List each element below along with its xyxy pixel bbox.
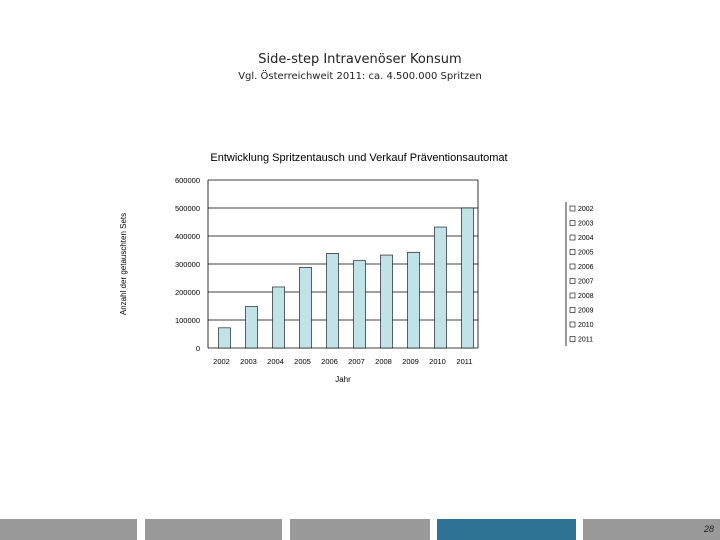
- x-tick-label: 2009: [402, 357, 419, 366]
- legend-entry: 2009: [578, 307, 594, 315]
- bar-2009: [408, 252, 420, 348]
- x-axis-label: Jahr: [335, 375, 351, 384]
- footer-bar-3: [290, 519, 430, 540]
- legend-swatch: [570, 308, 575, 313]
- y-tick-label: 400000: [174, 232, 200, 241]
- bar-2007: [354, 261, 366, 348]
- bar-2003: [246, 307, 258, 348]
- legend-swatch: [570, 337, 575, 342]
- legend-entry: 2007: [578, 278, 594, 286]
- legend-swatch: [570, 264, 575, 269]
- x-tick-label: 2002: [213, 357, 230, 366]
- slide-subtitle: Vgl. Österreichweit 2011: ca. 4.500.000 Spritzen: [238, 71, 482, 82]
- y-tick-label: 300000: [174, 260, 200, 269]
- y-axis-label: Anzahl der getauschten Sets: [119, 212, 128, 316]
- y-tick-label: 200000: [174, 288, 200, 297]
- y-tick-label: 0: [195, 344, 200, 353]
- x-tick-label: 2010: [429, 357, 446, 366]
- footer-bar-2: [145, 519, 282, 540]
- legend-entry: 2006: [578, 264, 594, 271]
- bar-2008: [381, 255, 393, 348]
- legend-entry: 2003: [578, 220, 594, 228]
- slide-title: Side-step Intravenöser Konsum: [258, 52, 462, 67]
- x-tick-label: 2006: [321, 357, 338, 366]
- legend-entry: 2002: [578, 206, 594, 213]
- legend-entry: 2004: [578, 235, 594, 242]
- y-tick-label: 100000: [174, 316, 200, 325]
- footer-bar-4-active: [437, 519, 576, 540]
- x-tick-label: 2003: [240, 357, 257, 366]
- legend-swatch: [570, 235, 575, 240]
- bar-2006: [327, 253, 339, 348]
- x-tick-label: 2011: [456, 357, 473, 366]
- legend-entry: 2011: [578, 336, 594, 344]
- footer-bar-5: [583, 519, 720, 540]
- legend-entry: 2008: [578, 293, 594, 300]
- legend-entry: 2005: [578, 249, 594, 257]
- x-tick-label: 2007: [348, 357, 365, 366]
- legend-swatch: [570, 293, 575, 298]
- legend-swatch: [570, 206, 575, 211]
- bar-2002: [219, 328, 231, 348]
- x-tick-label: 2005: [294, 357, 311, 366]
- chart-title: Entwicklung Spritzentausch und Verkauf Präventionsautomat: [210, 152, 508, 164]
- bar-2010: [435, 227, 447, 348]
- bar-2004: [273, 287, 285, 348]
- footer-bar-1: [0, 519, 137, 540]
- legend-swatch: [570, 250, 575, 255]
- page-number: 28: [703, 524, 714, 534]
- legend-swatch: [570, 279, 575, 284]
- bar-2011: [462, 208, 474, 348]
- legend-swatch: [570, 221, 575, 226]
- y-tick-label: 600000: [174, 176, 200, 185]
- x-tick-label: 2004: [267, 357, 284, 366]
- x-tick-label: 2008: [375, 357, 392, 366]
- legend-swatch: [570, 322, 575, 327]
- legend-entry: 2010: [578, 322, 594, 329]
- y-tick-label: 500000: [174, 204, 200, 213]
- bar-2005: [300, 267, 312, 348]
